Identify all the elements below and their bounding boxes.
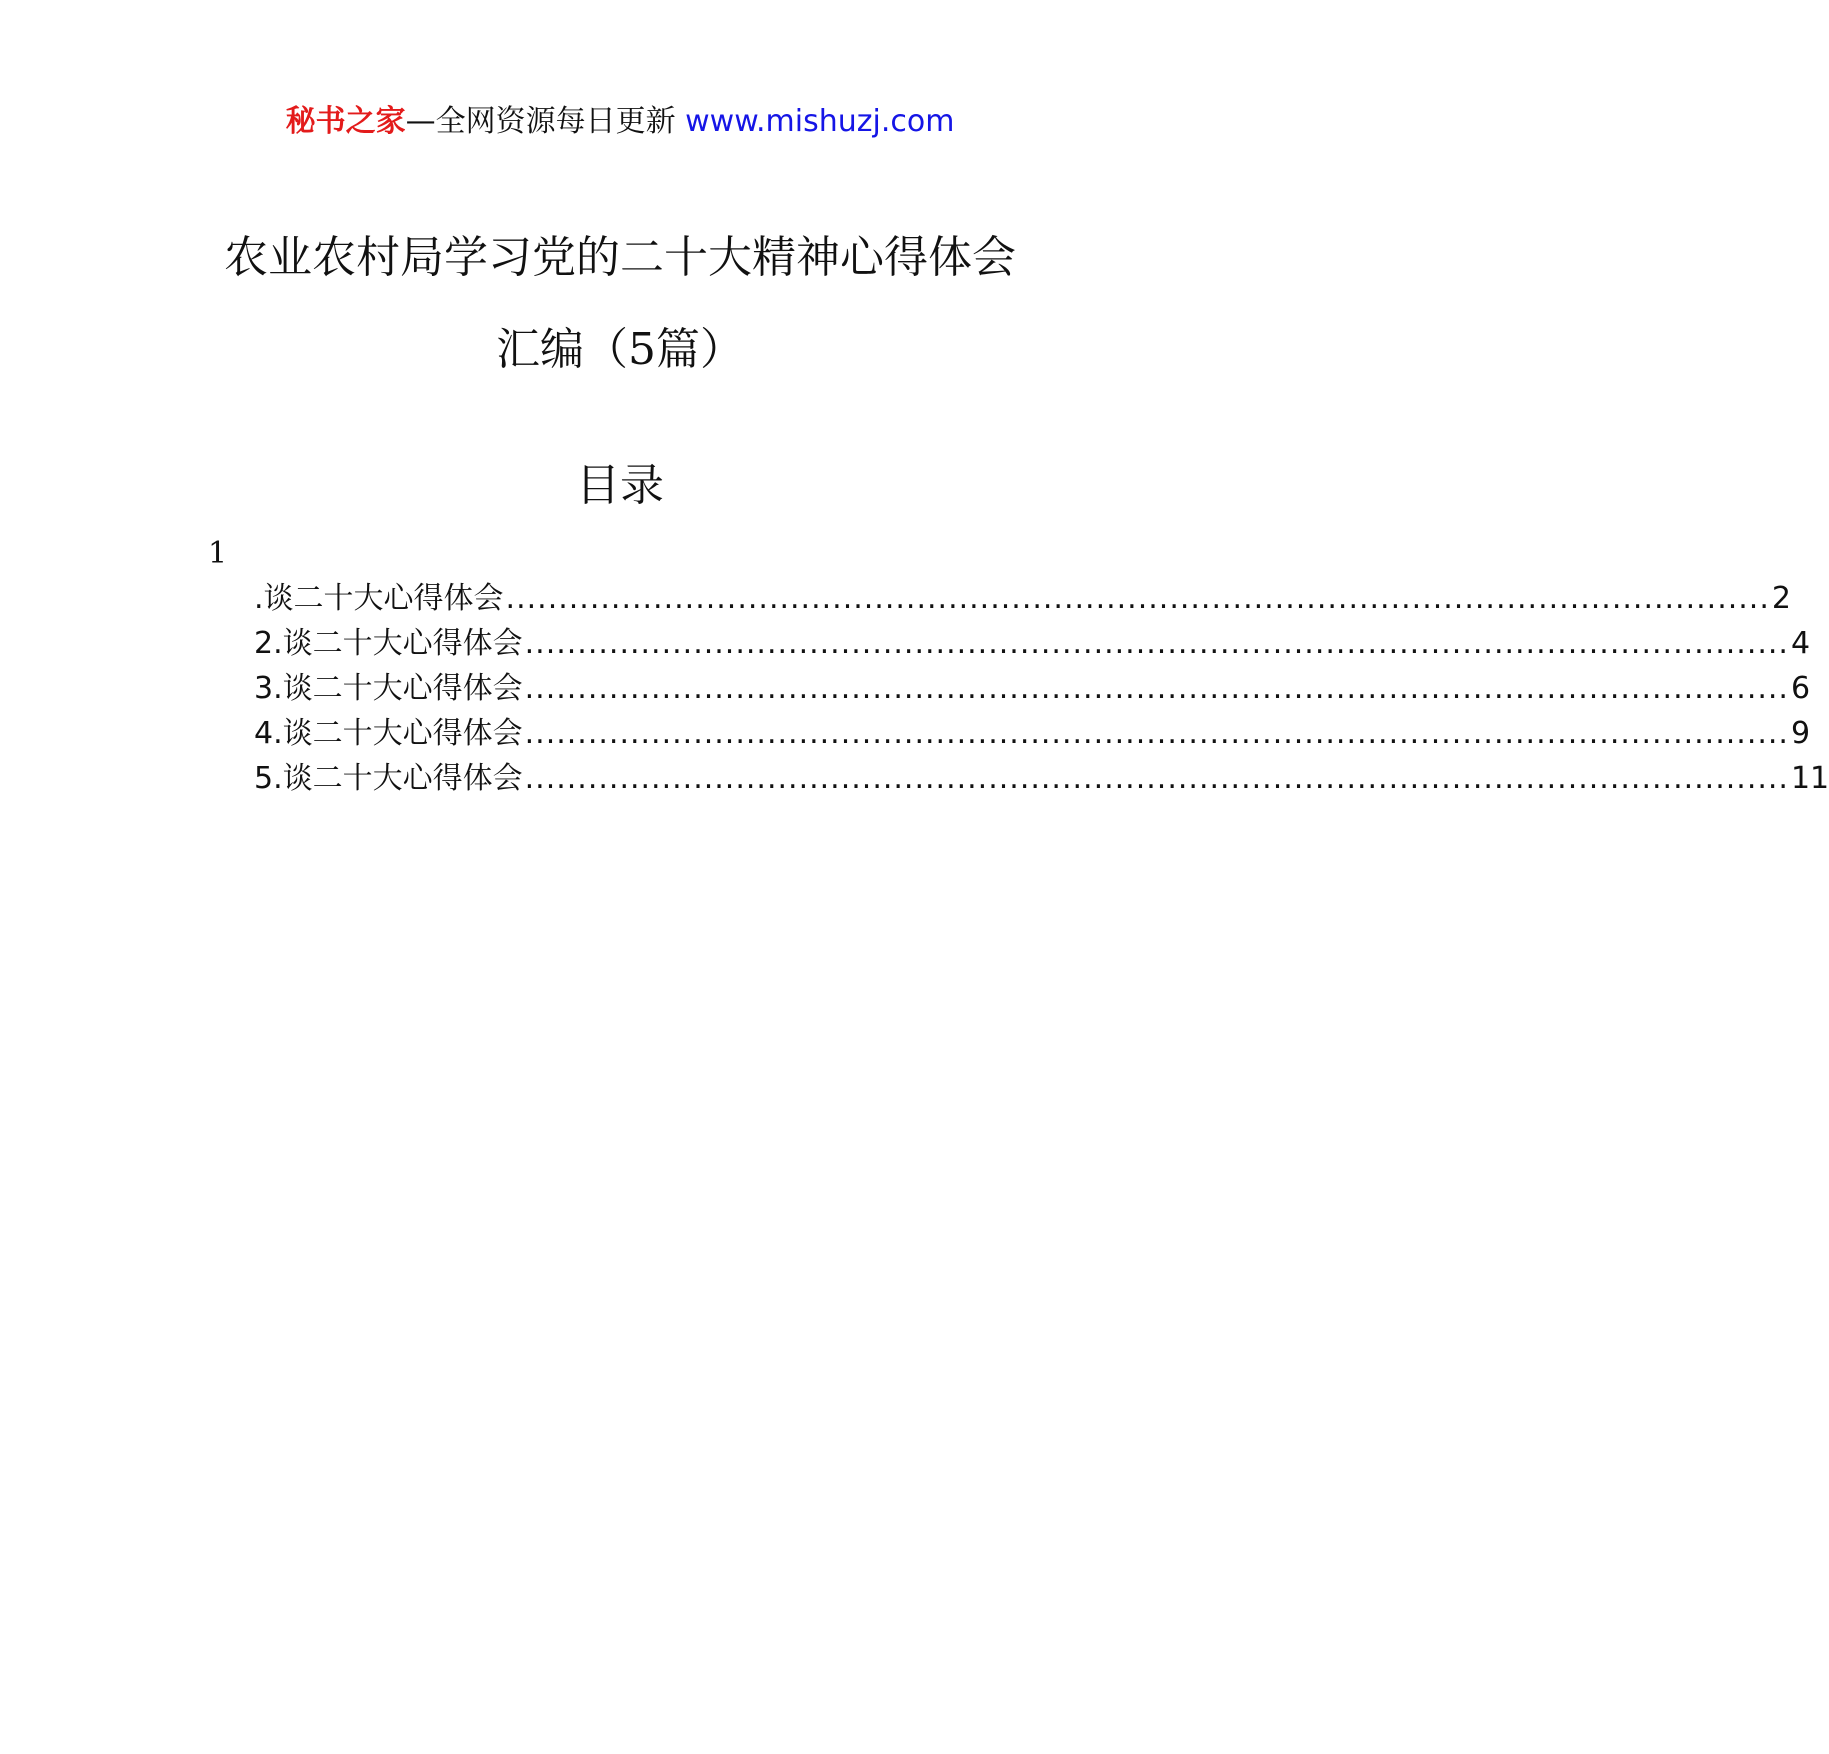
toc-heading: 目录 [576,460,664,511]
site-header [0,100,1240,144]
toc-entry-label: 5.谈二十大心得体会 [254,761,523,796]
toc-entry[interactable] [254,666,1811,711]
toc-dot-leader: ........................................................................................................................ [524,716,1789,751]
toc-entry[interactable] [254,621,1811,666]
document-title-line-2 [0,320,1240,380]
toc-entry-page: 11 [1790,761,1829,796]
title-line-2-prefix: 汇编（ [496,324,628,375]
toc-entry[interactable] [254,576,1791,621]
site-tagline: —全网资源每日更新 [405,104,676,139]
title-line-2-suffix: 篇） [656,324,744,375]
toc-dot-leader: ........................................................................................................................ [524,671,1789,706]
title-line-2-number: 5 [628,324,656,375]
toc-entry-page: 6 [1790,671,1811,706]
stray-list-number: 1 [208,536,228,571]
toc-dot-leader: ........................................................................................................................ [505,581,1770,616]
document-title-line-1: 农业农村局学习党的二十大精神心得体会 [224,232,1016,283]
toc-entry-page: 9 [1790,716,1811,751]
site-url-link[interactable]: www.mishuzj.com [685,104,955,139]
toc-entry-label: .谈二十大心得体会 [254,581,504,616]
site-brand: 秘书之家 [285,104,406,139]
toc-entry-page: 4 [1790,626,1811,661]
toc-entry[interactable] [254,711,1811,756]
table-of-contents [254,576,1829,801]
toc-entry-page: 2 [1771,581,1791,616]
toc-entry-label: 3.谈二十大心得体会 [254,671,523,706]
toc-entry-label: 2.谈二十大心得体会 [254,626,523,661]
toc-entry[interactable] [254,756,1829,801]
toc-dot-leader: ........................................................................................................................ [524,626,1789,661]
toc-dot-leader: ........................................................................................................................ [524,761,1789,796]
toc-entry-label: 4.谈二十大心得体会 [254,716,523,751]
